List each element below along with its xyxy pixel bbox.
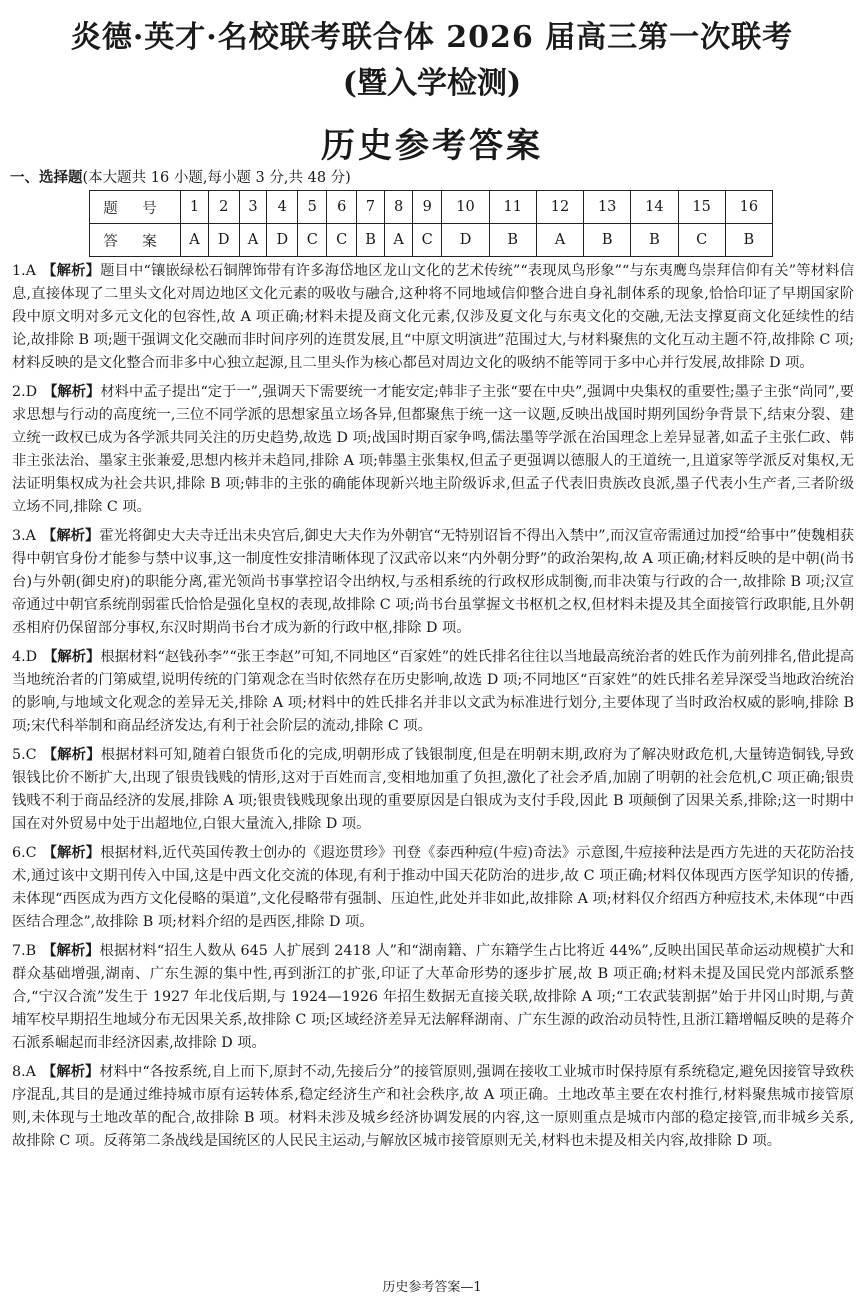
explanation-item (12, 525, 854, 640)
explanation-text: 根据材料,近代英国传教士创办的《遐迩贯珍》刊登《泰西种痘(牛痘)奇法》示意图,牛痘接种法是西方先进的天花防治技术,通过该中文期刊传入中国,这是中西文化交流的体现,有利于推动中国天花防治的进步,故 C 项正确;材料仅体现西方医学知识的传播,未体现“西医成为西方文化侵略的渠道”,文化侵略带有强制、压迫性,此处并非如此,故排除 A 项;材料仅介绍西方种痘技术,未体现“中西医结合理念”,故排除 B 项;材料介绍的是西医,排除 D 项。 (12, 844, 855, 931)
explanation-text: 题目中“镶嵌绿松石铜牌饰带有许多海岱地区龙山文化的艺术传统”“表现凤鸟形象”“与东夷鹰鸟崇拜信仰有关”等材料信息,直接体现了二里头文化对周边地区文化元素的吸收与融合,这种将不同地域信仰整合进自身礼制体系的现象,恰恰印证了早期国家阶段中原文明对多元文化的包容性,故 A 项正确;材料未提及商文化元素,仅涉及夏文化与东夷文化的交融,无法支撑夏商文化延续性的结论,故排除 B 项;题干强调文化交融而非时间序列的连贯发展,且“中原文明演进”范围过大,与材料聚焦的文化互动主题不符,故排除 C 项;材料反映的是文化整合而非多中心独立起源,且二里头作为核心都邑对周边文化的吸纳不能等同于多中心并行发展,故排除 D 项。 (12, 263, 854, 372)
answer-cell: D (208, 224, 239, 257)
question-number: 10 (442, 191, 489, 224)
answer-cell: D (442, 224, 489, 257)
section-description: (本大题共 16 小题,每小题 3 分,共 48 分) (82, 170, 351, 186)
question-number: 3 (239, 191, 267, 224)
explanation-text: 根据材料“赵钱孙李”“张王李赵”可知,不同地区“百家姓”的姓氏排名往往以当地最高统治者的姓氏作为前列排名,借此提高当地统治者的门第威望,说明传统的门第观念在当时依然存在历史影响,故选 D 项;不同地区“百家姓”的姓氏排名差异深受当地政治统治的影响,与地域文化观念的差异无关,排除 A 项;材料中的姓氏排名并非以文武为标准进行划分,主要体现了当时政治权威的影响,排除 B 项;宋代科举制和商品经济发达,有利于社会阶层的流动,排除 C 项。 (12, 649, 854, 735)
explanation-number: 2.D (12, 383, 38, 400)
explanation-tag: 【解析】 (41, 263, 101, 279)
question-number: 2 (208, 191, 239, 224)
answer-cell: C (327, 224, 356, 257)
question-number: 13 (584, 191, 631, 224)
answer-header: 答 案 (90, 224, 181, 257)
answer-table (89, 190, 773, 257)
explanation-list (12, 260, 854, 1158)
explanation-tag: 【解析】 (42, 844, 101, 861)
explanation-text: 霍光将御史大夫寺迁出未央宫后,御史大夫作为外朝官“无特别诏旨不得出入禁中”,而汉宣帝需通过加授“给事中”使魏相获得中朝官身份才能参与禁中议事,这一制度性安排清晰体现了汉武帝以来“内外朝分野”的政治架构,故 A 项正确;材料反映的是中朝(尚书台)与外朝(御史府)的职能分离,霍光领尚书事掌控诏令出纳权,与丞相系统的行政权形成制衡,而非决策与行政的合一,故排除 B 项;汉宣帝通过中朝官系统削弱霍氏恰恰是强化皇权的表现,故排除 C 项;尚书台虽掌握文书枢机之权,但材料未提及其全面接管行政职能,且外朝丞相府仍保留部分事权,东汉时期尚书台才成为新的行政中枢,排除 D 项。 (12, 528, 855, 637)
explanation-number: 6.C (12, 844, 37, 861)
explanation-text: 根据材料可知,随着白银货币化的完成,明朝形成了钱银制度,但是在明朝末期,政府为了解决财政危机,大量铸造铜钱,导致银钱比价不断扩大,出现了银贵钱贱的情形,这对于百姓而言,变相地加重了负担,激化了社会矛盾,加剧了明朝的社会危机,C 项正确;银贵钱贱不利于商品经济的发展,排除 A 项;银贵钱贱现象出现的重要原因是白银成为支付手段,因此 B 项颠倒了因果关系,排除;这一时期中国在对外贸易中处于出超地位,白银大量流入,排除 D 项。 (12, 746, 855, 833)
explanation-item (12, 381, 854, 520)
answer-cell: C (413, 224, 442, 257)
answer-cell: B (584, 224, 631, 257)
explanation-text: 根据材料“招生人数从 645 人扩展到 2418 人”和“湖南籍、广东籍学生占比将近 44%”,反映出国民革命运动规模扩大和群众基础增强,湖南、广东生源的集中性,再到浙江的扩张,印证了大革命形势的逐步扩展,故 B 项正确;材料未提及国民党内部派系整合,“宁汉合流”发生于 1927 年北伐后期,与 1924—1926 年招生数据无直接关联,故排除 A 项;“工农武装割据”始于井冈山时期,与黄埔军校早期招生地域分布无因果关系,故排除 C 项;区域经济差异无法解释湖南、广东生源的政治动员特性,且浙江籍增幅反映的是蒋介石派系崛起而非经济因素,故排除 D 项。 (12, 942, 854, 1051)
question-number: 8 (385, 191, 413, 224)
question-number: 7 (356, 191, 384, 224)
explanation-tag: 【解析】 (41, 1063, 100, 1080)
section-heading (10, 166, 351, 187)
question-number: 15 (678, 191, 725, 224)
answer-cell: C (678, 224, 725, 257)
explanation-tag: 【解析】 (42, 942, 100, 959)
explanation-number: 5.C (12, 746, 37, 763)
exam-subtitle: (暨入学检测) (342, 66, 522, 101)
question-number: 11 (489, 191, 536, 224)
question-number: 4 (267, 191, 298, 224)
question-number: 14 (631, 191, 678, 224)
question-number: 6 (327, 191, 356, 224)
question-number-header: 题 号 (90, 191, 181, 224)
question-number-row (90, 191, 773, 224)
answer-cell: B (631, 224, 678, 257)
explanation-tag: 【解析】 (42, 746, 101, 763)
answer-cell: A (181, 224, 209, 257)
question-number: 9 (413, 191, 442, 224)
explanation-item (12, 1061, 854, 1153)
answer-cell: D (267, 224, 298, 257)
explanation-item (12, 260, 854, 375)
explanation-tag: 【解析】 (43, 649, 101, 665)
answer-cell: B (489, 224, 536, 257)
explanation-number: 8.A (12, 1063, 36, 1080)
page-footer: 历史参考答案—1 (382, 1280, 482, 1295)
answer-cell: B (356, 224, 384, 257)
answer-cell: B (725, 224, 772, 257)
explanation-number: 1.A (12, 263, 36, 279)
question-number: 12 (536, 191, 583, 224)
explanation-number: 3.A (12, 528, 36, 545)
explanation-tag: 【解析】 (41, 528, 100, 545)
section-label: 一、选择题 (10, 170, 83, 186)
subject-title: 历史参考答案 (321, 126, 543, 166)
answer-cell: A (239, 224, 267, 257)
exam-title: 炎德·英才·名校联考联合体 2026 届高三第一次联考 (70, 20, 794, 55)
answer-cell: A (536, 224, 583, 257)
explanation-number: 4.D (12, 649, 38, 665)
explanation-text: 材料中“各按系统,自上而下,原封不动,先接后分”的接管原则,强调在接收工业城市时保持原有系统稳定,避免因接管导致秩序混乱,其目的是通过维持城市原有运转体系,稳定经济生产和社会秩序,故 A 项正确。土地改革主要在农村推行,材料聚焦城市接管原则,未体现与土地改革的配合,故排除 B 项。材料未涉及城乡经济协调发展的内容,这一原则重点是城市内部的稳定接管,而非城乡关系,故排除 C 项。反蒋第二条战线是国统区的人民民主运动,与解放区城市接管原则无关,材料也未提及相关内容,故排除 D 项。 (12, 1063, 854, 1149)
explanation-number: 7.B (12, 942, 37, 959)
explanation-tag: 【解析】 (43, 383, 101, 400)
question-number: 16 (725, 191, 772, 224)
answer-cell: A (385, 224, 413, 257)
explanation-item (12, 646, 854, 738)
answer-cell: C (298, 224, 327, 257)
explanation-item (12, 842, 854, 934)
explanation-text: 材料中孟子提出“定于一”,强调天下需要统一才能安定;韩非子主张“要在中央”,强调中央集权的重要性;墨子主张“尚同”,要求思想与行动的高度统一,三位不同学派的思想家虽立场各异,但都聚焦于统一这一议题,反映出战国时期列国纷争背景下,结束分裂、建立统一政权已成为各学派共同关注的历史趋势,故选 D 项;战国时期百家争鸣,儒法墨等学派在治国理念上差异显著,如孟子主张仁政、韩非主张法治、墨家主张兼爱,思想内核并未趋同,排除 A 项;韩墨主张集权,但孟子更强调以德服人的王道统一,且道家等学派反对集权,无法证明集权成为社会共识,排除 B 项;韩非的主张的确能体现新兴地主阶级诉求,但孟子代表旧贵族改良派,墨子代表小生产者,三者阶级立场不同,排除 C 项。 (12, 383, 854, 516)
question-number: 1 (181, 191, 209, 224)
answer-row (90, 224, 773, 257)
explanation-item (12, 744, 854, 836)
question-number: 5 (298, 191, 327, 224)
explanation-item (12, 940, 854, 1055)
